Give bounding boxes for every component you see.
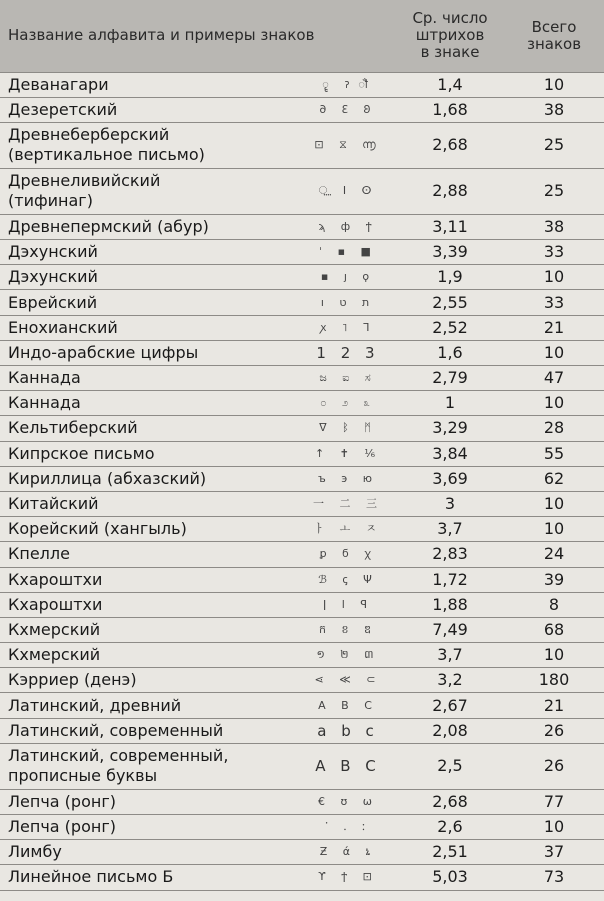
table-row (0, 718, 604, 743)
table-row (0, 567, 604, 592)
avg-strokes-value: 2,68 (396, 122, 504, 168)
alphabet-name-line: прописные буквы (8, 766, 158, 786)
table-row (0, 643, 604, 668)
avg-strokes-value: 1,88 (396, 592, 504, 617)
total-signs-value: 33 (504, 240, 604, 265)
table-row (0, 592, 604, 617)
sample-glyphs: ▪ ȷ ϙ (300, 265, 396, 290)
table-row (0, 265, 604, 290)
header-avg-line: штрихов (415, 26, 485, 45)
total-signs-value: 28 (504, 416, 604, 441)
alphabet-name (0, 366, 300, 391)
alphabet-name (0, 815, 300, 840)
table-row (0, 840, 604, 865)
sample-glyphs: ೦ ೨ ೩ (300, 391, 396, 416)
sample-glyphs: ℬ ꞔ Ψ (300, 567, 396, 592)
alphabet-name-line: Китайский (8, 494, 99, 514)
alphabet-name (0, 668, 300, 693)
alphabet-name (0, 643, 300, 668)
alphabet-name (0, 693, 300, 718)
sample-glyphs: ϒ ϯ ⊡ (300, 865, 396, 890)
alphabet-name-line: Латинский, современный, (8, 746, 229, 766)
total-signs-value: 180 (504, 668, 604, 693)
table-body (0, 72, 604, 890)
avg-strokes-value: 1,68 (396, 97, 504, 122)
avg-strokes-value: 2,67 (396, 693, 504, 718)
sample-glyphs: ת ט ו (300, 290, 396, 315)
alphabet-name-line: Каннада (8, 393, 81, 413)
header-avg-strokes-column (396, 0, 504, 72)
avg-strokes-value: 3,7 (396, 643, 504, 668)
alphabet-name (0, 416, 300, 441)
sample-glyphs: ⊡ ⧖ ൬ (300, 122, 396, 168)
sample-glyphs: a b c (300, 718, 396, 743)
alphabet-name-line: (тифинаг) (8, 191, 93, 211)
sample-glyphs: ⵿ ⵏ ⵙ (300, 168, 396, 214)
avg-strokes-value: 2,52 (396, 315, 504, 340)
total-signs-value: 55 (504, 441, 604, 466)
avg-strokes-value: 3,11 (396, 214, 504, 239)
total-signs-value: 25 (504, 122, 604, 168)
table-row (0, 617, 604, 642)
total-signs-value: 26 (504, 718, 604, 743)
alphabet-name-line: Лимбу (8, 842, 62, 862)
avg-strokes-value: 3,7 (396, 517, 504, 542)
alphabet-name-line: Древнеливийский (8, 171, 161, 191)
total-signs-value: 33 (504, 290, 604, 315)
total-signs-value: 38 (504, 97, 604, 122)
alphabet-name-line: Линейное письмо Б (8, 867, 174, 887)
alphabet-name (0, 865, 300, 890)
total-signs-value: 25 (504, 168, 604, 214)
alphabet-name-line: Кхмерский (8, 619, 101, 639)
alphabet-name-line: Латинский, современный (8, 720, 224, 740)
avg-strokes-value: 2,5 (396, 743, 504, 789)
alphabet-name (0, 789, 300, 814)
table-row (0, 366, 604, 391)
alphabet-name (0, 72, 300, 97)
table-row (0, 542, 604, 567)
table-row (0, 214, 604, 239)
avg-strokes-value: 2,88 (396, 168, 504, 214)
alphabet-name-line: Кипрское письмо (8, 443, 155, 463)
total-signs-value: 37 (504, 840, 604, 865)
alphabet-name (0, 97, 300, 122)
sample-glyphs: € ʊ ω (300, 789, 396, 814)
avg-strokes-value: 7,49 (396, 617, 504, 642)
table-row (0, 441, 604, 466)
alphabet-name (0, 168, 300, 214)
alphabet-name (0, 441, 300, 466)
sample-glyphs: 1 2 3 (300, 340, 396, 365)
avg-strokes-value: 1,4 (396, 72, 504, 97)
avg-strokes-value: 5,03 (396, 865, 504, 890)
alphabet-name-line: Индо-арабские цифры (8, 342, 199, 362)
total-signs-value: 10 (504, 72, 604, 97)
total-signs-value: 62 (504, 466, 604, 491)
alphabet-name-line: Еврейский (8, 292, 98, 312)
table-row (0, 517, 604, 542)
header-avg-line: в знаке (420, 43, 480, 62)
total-signs-value: 10 (504, 643, 604, 668)
alphabet-name (0, 567, 300, 592)
sample-glyphs: ១ ២ ៣ (300, 643, 396, 668)
table-row (0, 315, 604, 340)
table-header-row (0, 0, 604, 72)
avg-strokes-value: 2,68 (396, 789, 504, 814)
alphabet-name-line: Кхароштхи (8, 594, 103, 614)
total-signs-value: 73 (504, 865, 604, 890)
total-signs-value: 10 (504, 265, 604, 290)
sample-glyphs: ॄ ॽ ॏ (300, 72, 396, 97)
alphabet-name (0, 617, 300, 642)
alphabet-name-line: Каннада (8, 368, 81, 388)
total-signs-value: 10 (504, 491, 604, 516)
sample-glyphs: ᐁ ᛒ ᛗ (300, 416, 396, 441)
sample-glyphs: ˈ ▪ ■ (300, 240, 396, 265)
table-row (0, 815, 604, 840)
sample-glyphs: Ƶ ά ኒ (300, 840, 396, 865)
table-row (0, 391, 604, 416)
alphabet-name (0, 240, 300, 265)
table-row (0, 72, 604, 97)
total-signs-value: 38 (504, 214, 604, 239)
alphabet-name (0, 491, 300, 516)
sample-glyphs: ↑ ✝ ⅙ (300, 441, 396, 466)
table-row (0, 466, 604, 491)
alphabet-name-line: Дезеретский (8, 99, 118, 119)
avg-strokes-value: 1,9 (396, 265, 504, 290)
sample-glyphs: A B C (300, 693, 396, 718)
alphabet-name-line: Кпелле (8, 544, 70, 564)
avg-strokes-value: 2,55 (396, 290, 504, 315)
alphabet-name (0, 315, 300, 340)
alphabet-name-line: Корейский (хангыль) (8, 519, 187, 539)
total-signs-value: 10 (504, 517, 604, 542)
sample-glyphs: ក ខ ឌ (300, 617, 396, 642)
sample-glyphs: ϡ ф ϯ (300, 214, 396, 239)
alphabet-name-line: Древнепермский (абур) (8, 216, 209, 236)
avg-strokes-value: 2,6 (396, 815, 504, 840)
alphabet-name-line: Дэхунский (8, 267, 98, 287)
alphabet-name-line: Деванагари (8, 74, 109, 94)
alphabet-name-line: Лепча (ронг) (8, 817, 116, 837)
sample-glyphs: ъ э ю (300, 466, 396, 491)
table-row (0, 491, 604, 516)
sample-glyphs: 𐐀 𐐁 𐐂 (300, 97, 396, 122)
total-signs-value: 10 (504, 815, 604, 840)
alphabet-name-line: Кельтиберский (8, 418, 138, 438)
alphabet-name (0, 391, 300, 416)
table-row (0, 693, 604, 718)
alphabet-name-line: Енохианский (8, 317, 118, 337)
header-avg-line: Ср. число (412, 9, 488, 28)
avg-strokes-value: 3,84 (396, 441, 504, 466)
total-signs-value: 26 (504, 743, 604, 789)
table-row (0, 168, 604, 214)
table-row (0, 416, 604, 441)
avg-strokes-value: 3,2 (396, 668, 504, 693)
alphabet-name (0, 743, 300, 789)
table-row (0, 668, 604, 693)
alphabet-name-line: Лепча (ронг) (8, 791, 116, 811)
avg-strokes-value: 2,08 (396, 718, 504, 743)
total-signs-value: 77 (504, 789, 604, 814)
table-row (0, 865, 604, 890)
sample-glyphs: ǀ ⅼ ꟼ (300, 592, 396, 617)
total-signs-value: 24 (504, 542, 604, 567)
alphabet-name (0, 340, 300, 365)
alphabet-name (0, 466, 300, 491)
alphabet-name (0, 718, 300, 743)
sample-glyphs: ᱸ ᱹ ᱺ (300, 815, 396, 840)
table-row (0, 97, 604, 122)
alphabet-name (0, 517, 300, 542)
total-signs-value: 39 (504, 567, 604, 592)
table-row (0, 290, 604, 315)
header-total-line: знаков (526, 34, 582, 53)
avg-strokes-value: 2,51 (396, 840, 504, 865)
alphabet-name (0, 214, 300, 239)
table-row (0, 743, 604, 789)
avg-strokes-value: 1,72 (396, 567, 504, 592)
alphabet-name (0, 592, 300, 617)
total-signs-value: 10 (504, 391, 604, 416)
alphabet-name (0, 122, 300, 168)
total-signs-value: 10 (504, 340, 604, 365)
table-row (0, 789, 604, 814)
header-total-column (504, 0, 604, 72)
table-row (0, 340, 604, 365)
sample-glyphs: ㅏ ㅗ ㅈ (300, 517, 396, 542)
sample-glyphs: ꝑ ϭ ꭓ (300, 542, 396, 567)
total-signs-value: 21 (504, 315, 604, 340)
alphabet-name-line: Кхароштхи (8, 569, 103, 589)
avg-strokes-value: 2,79 (396, 366, 504, 391)
alphabet-name-line: Кэрриер (денэ) (8, 670, 137, 690)
alphabet-name-line: Древнеберберский (8, 125, 170, 145)
avg-strokes-value: 3,39 (396, 240, 504, 265)
alphabet-name-line: Кхмерский (8, 645, 101, 665)
alphabet-name-line: Дэхунский (8, 242, 98, 262)
avg-strokes-value: 3,69 (396, 466, 504, 491)
avg-strokes-value: 3 (396, 491, 504, 516)
header-name-column: Название алфавита и примеры знаков (8, 26, 315, 45)
total-signs-value: 21 (504, 693, 604, 718)
total-signs-value: 8 (504, 592, 604, 617)
total-signs-value: 68 (504, 617, 604, 642)
sample-glyphs: ⋖ ≪ ⊂ (300, 668, 396, 693)
sample-glyphs: A B C (300, 743, 396, 789)
alphabet-name-line: (вертикальное письмо) (8, 145, 205, 165)
alphabet-name (0, 265, 300, 290)
alphabet-name (0, 290, 300, 315)
sample-glyphs: 一 二 三 (300, 491, 396, 516)
table-row (0, 122, 604, 168)
alphabet-name (0, 542, 300, 567)
alphabet-name-line: Кириллица (абхазский) (8, 468, 207, 488)
sample-glyphs: ಜ ಐ ಸ (300, 366, 396, 391)
avg-strokes-value: 1 (396, 391, 504, 416)
avg-strokes-value: 2,83 (396, 542, 504, 567)
table-row (0, 240, 604, 265)
total-signs-value: 47 (504, 366, 604, 391)
alphabet-name-line: Латинский, древний (8, 695, 182, 715)
avg-strokes-value: 1,6 (396, 340, 504, 365)
avg-strokes-value: 3,29 (396, 416, 504, 441)
sample-glyphs: ꭗ ˥ ᒣ (300, 315, 396, 340)
alphabet-name (0, 840, 300, 865)
header-total-line: Всего (531, 17, 577, 36)
